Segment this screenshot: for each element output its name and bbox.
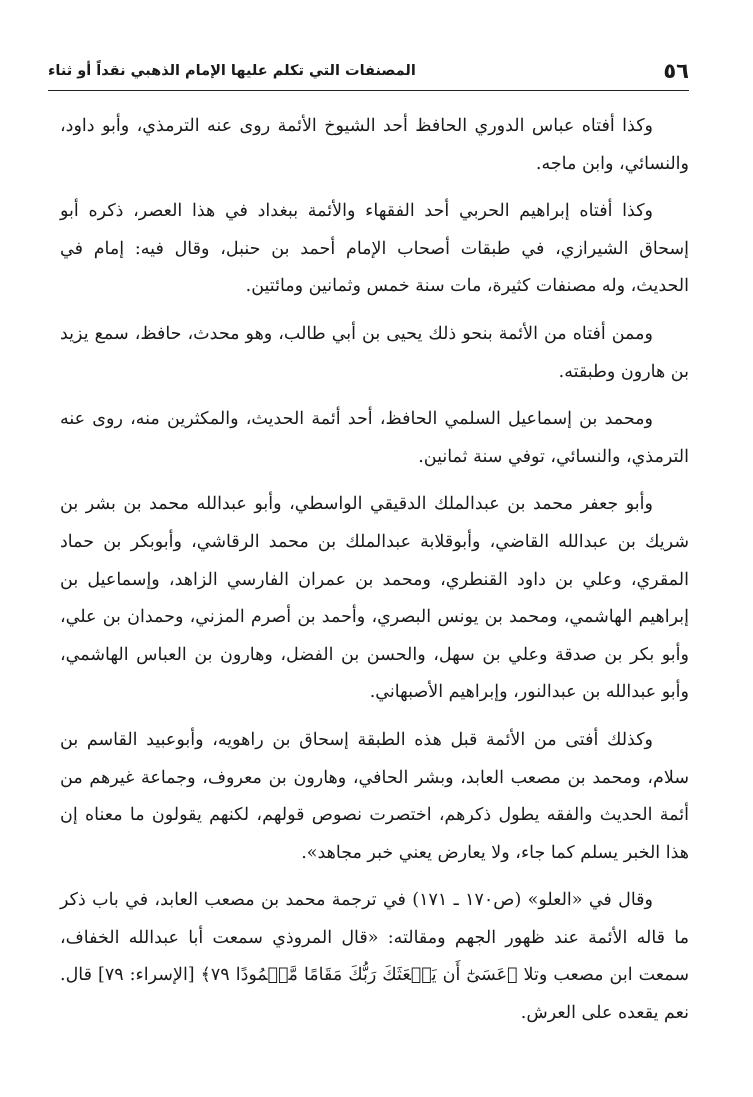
paragraph-1: وكذا أفتاه عباس الدوري الحافظ أحد الشيوخ الأئمة روى عنه الترمذي، وأبو داود، والنسائي، وابن ماجه. <box>60 116 689 174</box>
running-header <box>48 52 689 91</box>
paragraph-4: ومحمد بن إسماعيل السلمي الحافظ، أحد أئمة الحديث، والمكثرين منه، روى عنه الترمذي، والنسائي، توفي سنة ثمانين. <box>60 409 689 467</box>
paragraph-6: وكذلك أفتى من الأئمة قبل هذه الطبقة إسحاق بن راهويه، وأبوعبيد القاسم بن سلام، ومحمد بن مصعب العابد، وبشر الحافي، وهارون بن معروف، وجماعة غيرهم من أئمة الحديث والفقه يطول ذكرهم، اختصرت نصوص قولهم، لكنهم يقولون ما معناه إن هذا الخبر يسلم كما جاء، ولا يعارض يعني خبر مجاهد». <box>60 729 689 863</box>
paragraph-7: وقال في «العلو» (ص١٧٠ ـ ١٧١) في ترجمة محمد بن مصعب العابد، في باب ذكر ما قاله الأئمة عند ظهور الجهم ومقالته: «قال المروذي سمعت أبا عبدالله الخفاف، سمعت ابن مصعب وتلا ﴿عَسَىٰٓ أَن يَبۡعَثَكَ رَبُّكَ مَقَامًا مَّحۡمُودًا ٧٩﴾ [الإسراء: ٧٩] قال. نعم يقعده على العرش. <box>60 890 689 1024</box>
page-number: ٥٦ <box>663 59 689 83</box>
header-title: المصنفات التي تكلم عليها الإمام الذهبي نقداً أو ثناء <box>48 63 416 79</box>
paragraph-3: وممن أفتاه من الأئمة بنحو ذلك يحيى بن أبي طالب، وهو محدث، حافظ، سمع يزيد بن هارون وطبقته. <box>60 323 689 382</box>
paragraph-2: وكذا أفتاه إبراهيم الحربي أحد الفقهاء والأئمة ببغداد في هذا العصر، ذكره أبو إسحاق الشيرازي، في طبقات أصحاب الإمام أحمد بن حنبل، وقال فيه: إمام في الحديث، وله مصنفات كثيرة، مات سنة خمس وثمانين ومائتين. <box>60 201 689 297</box>
body-text <box>60 108 689 1033</box>
paragraph-5: وأبو جعفر محمد بن عبدالملك الدقيقي الواسطي، وأبو عبدالله محمد بن بشر بن شريك بن عبدالله القاضي، وأبوقلابة عبدالملك بن محمد الرقاشي، وأبوبكر بن حماد المقري، وعلي بن داود القنطري، ومحمد بن عمران الفارسي الزاهد، وإسماعيل بن إبراهيم الهاشمي، ومحمد بن يونس البصري، وأحمد بن أصرم المزني، وحمدان بن علي، وأبو بكر بن صدقة وعلي بن سهل، والحسن بن الفضل، وهارون بن العباس الهاشمي، وأبو عبدالله بن عبدالنور، وإبراهيم الأصبهاني. <box>60 494 689 703</box>
